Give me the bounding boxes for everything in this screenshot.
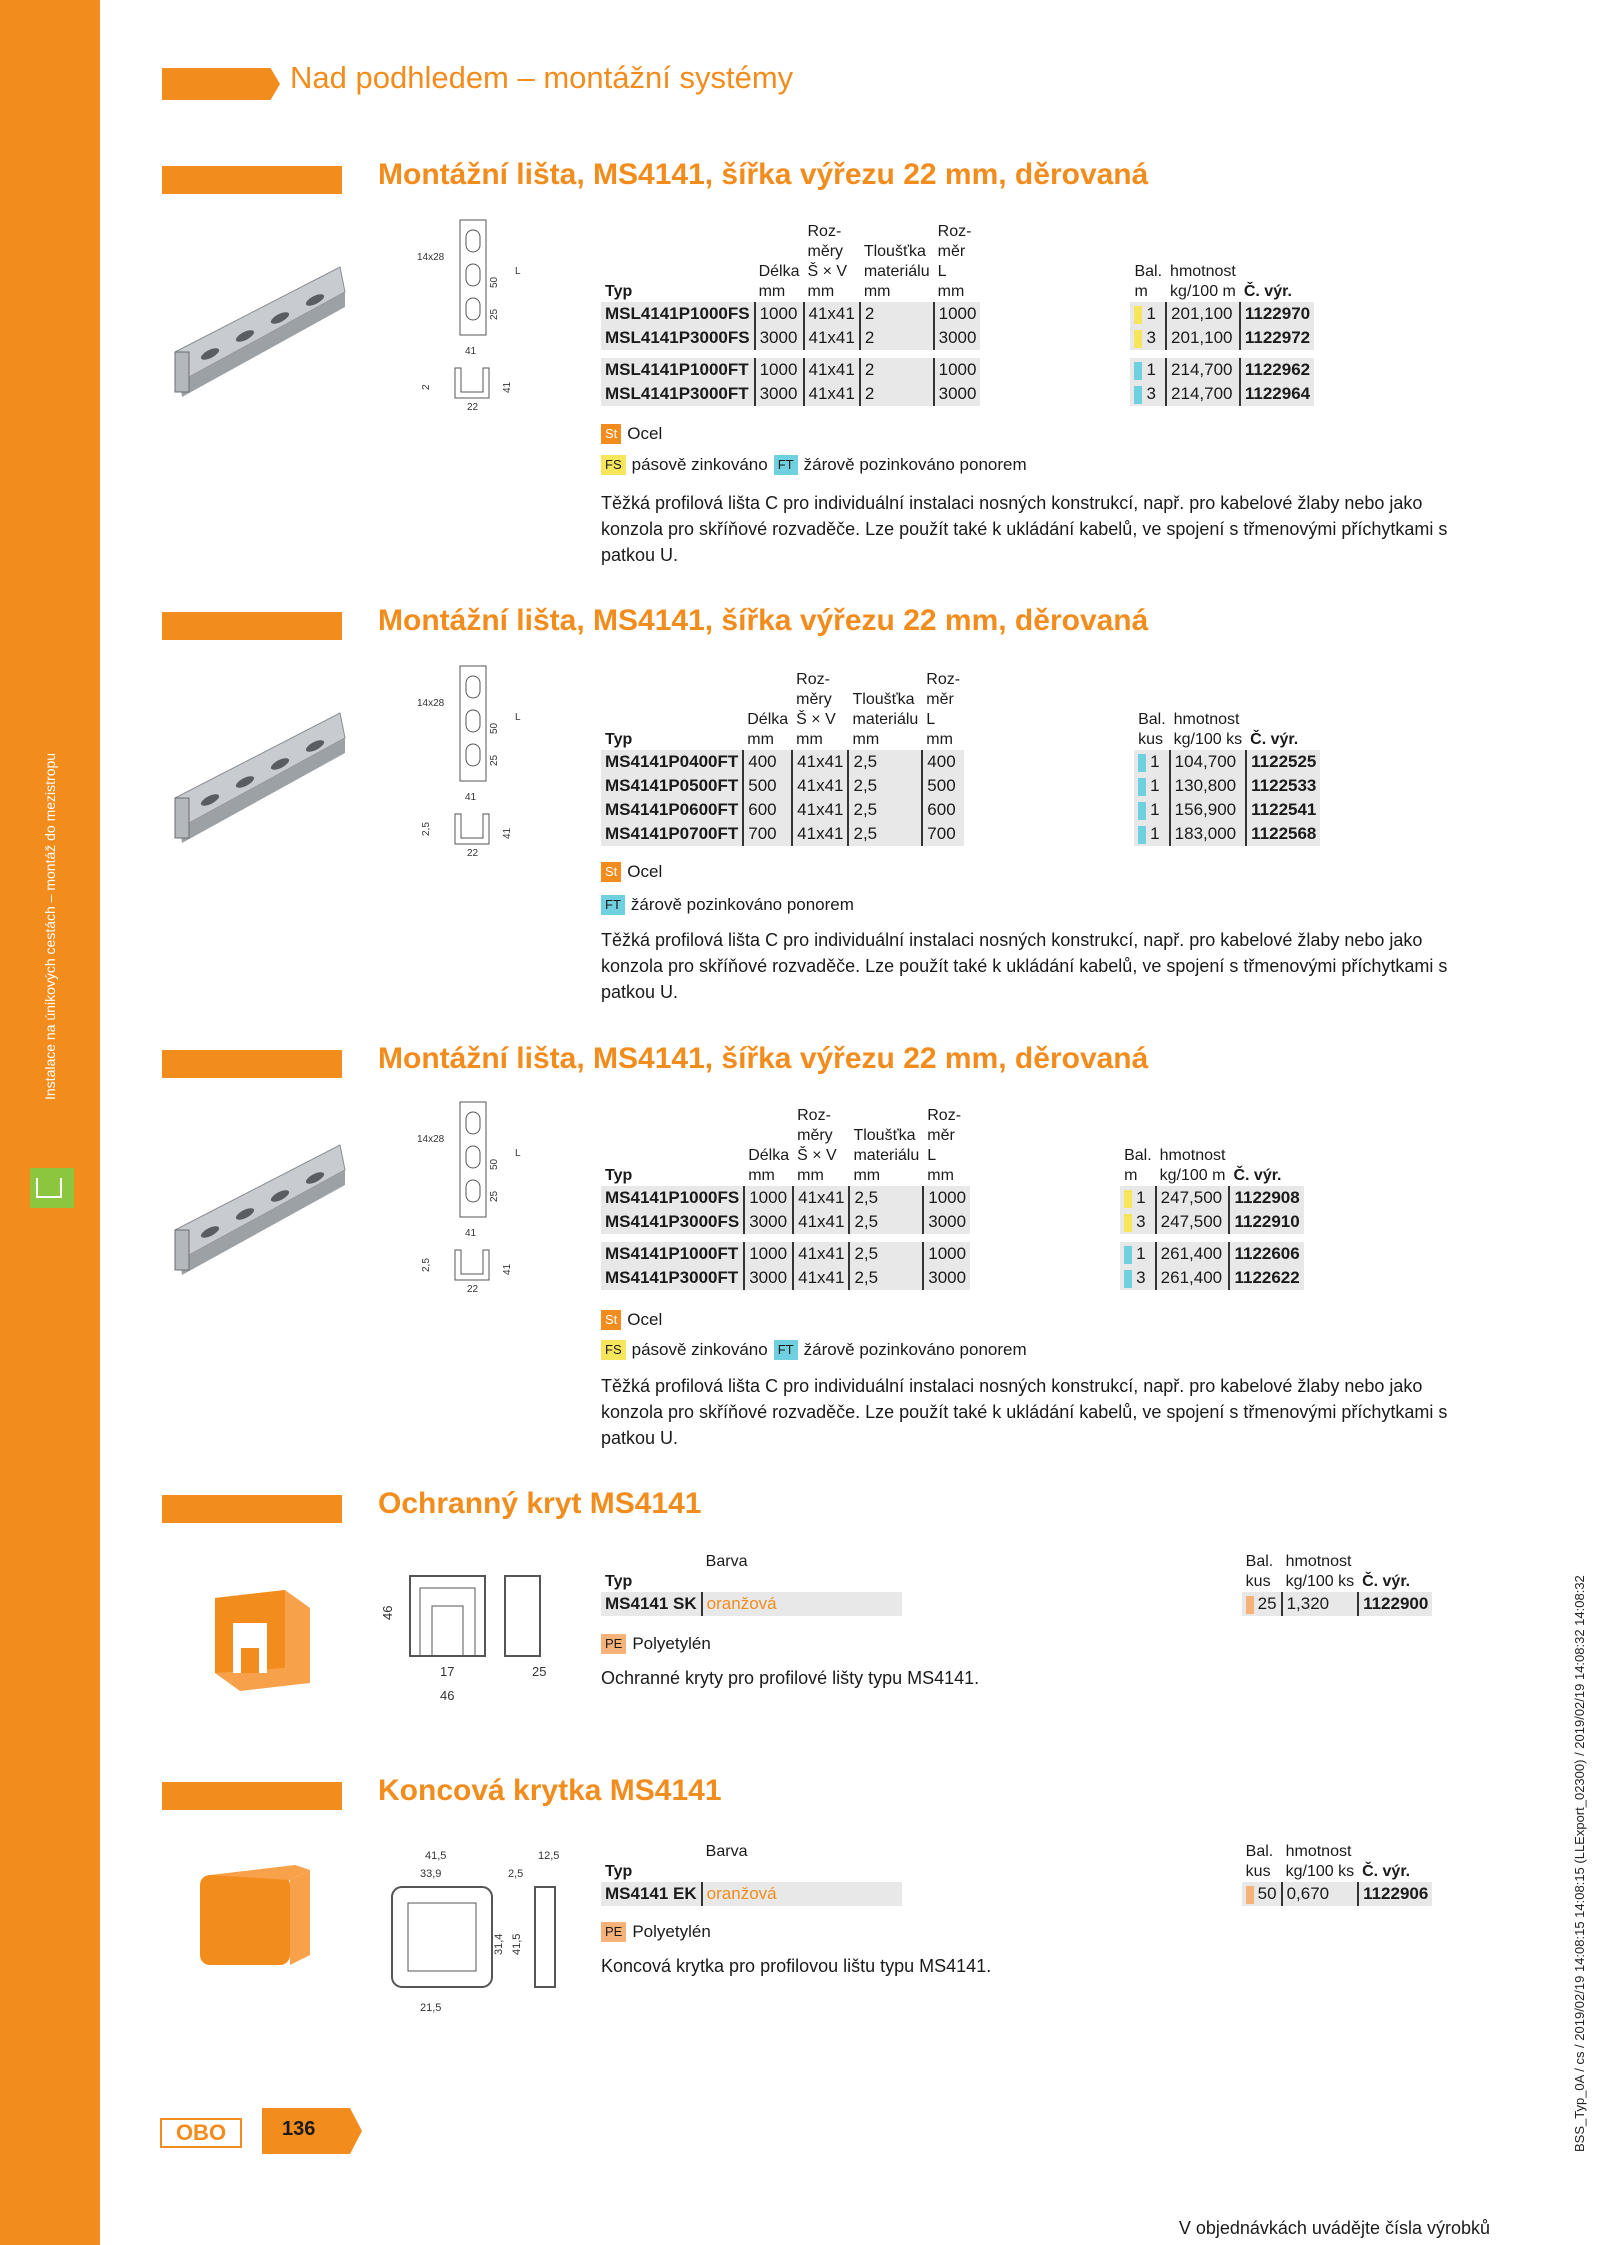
- description: Ochranné kryty pro profilové lišty typu MS4141.: [601, 1668, 980, 1688]
- sidebar-text: Instalace na únikových cestách – montáž do mezistropu: [42, 752, 58, 1100]
- dim-l: L: [515, 266, 521, 277]
- product-table: Typ Délka mm Roz- měry Š × V mm Tloušťka materiálu mm Roz- měr L mm Bal. m hmotnost kg/100 m Č. výr. MS4141P1000FS 1000 41x41 2,5 1000 1 247,500 1122908 MS4141P3000FS 3000 41x41 2,5 3000 3 247,500 1122910 MS4141P1000FT 1000 41x41 2,5 1000 1 261,400 1122606 MS4141P3000FT 3000 41x41 2,5 3000 3 261,400 1122622: [601, 1106, 1304, 1290]
- dim-hh: 41: [502, 381, 513, 393]
- footer-note: V objednávkách uvádějte čísla výrobků: [1178, 2218, 1490, 2238]
- chapter-icon: [30, 1168, 74, 1208]
- rail-drawing: [415, 664, 545, 864]
- obo-logo: OBO: [160, 2118, 242, 2148]
- table-row: MSL4141P3000FT 3000 41x41 2 3000 3 214,700 1122964: [601, 382, 1314, 406]
- th-hmot: hmotnost kg/100 m: [1170, 263, 1236, 300]
- table-row: MS4141P1000FT 1000 41x41 2,5 1000 1 261,400 1122606: [601, 1242, 1304, 1266]
- section-title: Ochranný kryt MS4141: [378, 1487, 702, 1520]
- print-meta: BSS_Typ_0A / cs / 2019/02/19 14:08:15 14:08:15 (LLExport_02300) / 2019/02/19 14:08:32 14:08:32: [1572, 1575, 1587, 2152]
- svg-text:17: 17: [440, 1664, 455, 1679]
- legend-st: St Ocel: [601, 1310, 662, 1330]
- end-cap-photo: [195, 1865, 315, 1970]
- cover-drawing: [380, 1570, 580, 1710]
- svg-text:2,5: 2,5: [421, 822, 432, 836]
- section-bar: [162, 166, 342, 194]
- finish-swatch: [1134, 330, 1142, 348]
- svg-text:22: 22: [467, 1284, 479, 1295]
- section-title: Montážní lišta, MS4141, šířka výřezu 22 mm, děrovaná: [378, 1042, 1149, 1075]
- page-title: Nad podhledem – montážní systémy: [290, 60, 794, 95]
- svg-text:41: 41: [502, 827, 513, 839]
- product-table: Typ Barva Bal. kus hmotnost kg/100 ks Č. výr. MS4141 SK oranžová 25 1,320 1122900: [601, 1552, 1432, 1616]
- table-row: MS4141P0500FT 500 41x41 2,5 500 1 130,800 1122533: [601, 774, 1320, 798]
- legend-st: St Ocel: [601, 862, 662, 882]
- svg-text:50: 50: [489, 1158, 500, 1170]
- th-delka: Délka mm: [758, 263, 800, 300]
- product-table: [601, 222, 1314, 406]
- section-title: Koncová krytka MS4141: [378, 1774, 722, 1807]
- section-title: Montážní lišta, MS4141, šířka výřezu 22 mm, děrovaná: [378, 158, 1149, 191]
- th-rozmer-l: Roz- měr L mm: [937, 223, 972, 300]
- th-tloustka: Tloušťka materiálu mm: [863, 243, 930, 300]
- svg-text:21,5: 21,5: [420, 2002, 442, 2014]
- table-row: MS4141P3000FS 3000 41x41 2,5 3000 3 247,500 1122910: [601, 1210, 1304, 1234]
- finish-swatch: [1134, 306, 1142, 324]
- svg-text:41,5: 41,5: [511, 1933, 523, 1955]
- svg-text:14x28: 14x28: [417, 1134, 445, 1145]
- table-row: MS4141P0700FT 700 41x41 2,5 700 1 183,000 1122568: [601, 822, 1320, 846]
- svg-text:12,5: 12,5: [538, 1850, 560, 1862]
- th-cvyr: Č. výr.: [1243, 283, 1292, 300]
- legend-finish: FS pásově zinkováno FT žárově pozinkováno ponorem: [601, 1340, 1027, 1360]
- legend-st: St Ocel: [601, 424, 662, 444]
- description: Těžká profilová lišta C pro individuální instalaci nosných konstrukcí, např. pro kabelové žlaby nebo jako konzola pro skříňové rozvaděče. Lze použít také k ukládání kabelů, ve spojení s třmenovými příchytkami s patkou U.: [601, 493, 1448, 565]
- rail-photo: [170, 708, 350, 853]
- svg-text:41: 41: [465, 1228, 477, 1239]
- cover-photo: [205, 1588, 315, 1693]
- legend-finish: FT žárově pozinkováno ponorem: [601, 895, 854, 915]
- rail-drawing: [415, 218, 545, 418]
- svg-text:L: L: [515, 712, 521, 723]
- finish-swatch: [1134, 362, 1142, 380]
- dim-hole: 14x28: [417, 252, 445, 263]
- legend-finish: FS pásově zinkováno FT žárově pozinkováno ponorem: [601, 455, 1027, 475]
- table-row: MS4141P3000FT 3000 41x41 2,5 3000 3 261,400 1122622: [601, 1266, 1304, 1290]
- th-rozmery: Roz- měry Š × V mm: [807, 223, 848, 300]
- legend-pe: PE Polyetylén: [601, 1922, 711, 1942]
- sidebar: [0, 0, 100, 2245]
- svg-text:31,4: 31,4: [493, 1933, 505, 1955]
- table-row: MS4141P0600FT 600 41x41 2,5 600 1 156,900 1122541: [601, 798, 1320, 822]
- th-typ: Typ: [605, 283, 633, 300]
- dim-t: 2: [421, 384, 432, 390]
- table-row: MS4141 SK oranžová 25 1,320 1122900: [601, 1592, 1432, 1616]
- svg-text:46: 46: [380, 1605, 395, 1620]
- svg-text:25: 25: [489, 754, 500, 766]
- header-arrow: [162, 68, 280, 100]
- description: Koncová krytka pro profilovou lištu typu MS4141.: [601, 1956, 992, 1976]
- description: Těžká profilová lišta C pro individuální instalaci nosných konstrukcí, např. pro kabelové žlaby nebo jako konzola pro skříňové rozvaděče. Lze použít také k ukládání kabelů, ve spojení s třmenovými příchytkami s patkou U.: [601, 1376, 1448, 1448]
- dim-h2: 25: [489, 308, 500, 320]
- product-table: Typ Délka mm Roz- měry Š × V mm Tloušťka materiálu mm Roz- měr L mm Bal. kus hmotnost kg/100 ks Č. výr. MS4141P0400FT 400 41x41 2,5 400 1 104,700 1122525 MS4141P0500FT 500 41x41 2,5 500 1 130,800 1122533 MS4141P0600FT 600 41x41 2,5 600 1 156,900 1122541 MS4141P0700FT 700 41x41 2,5 700 1 183,000 1122568: [601, 670, 1320, 846]
- description: Těžká profilová lišta C pro individuální instalaci nosných konstrukcí, např. pro kabelové žlaby nebo jako konzola pro skříňové rozvaděče. Lze použít také k ukládání kabelů, ve spojení s třmenovými příchytkami s patkou U.: [601, 930, 1448, 1002]
- table-row: MSL4141P1000FT 1000 41x41 2 1000 1 214,700 1122962: [601, 358, 1314, 382]
- section-title: Montážní lišta, MS4141, šířka výřezu 22 mm, děrovaná: [378, 604, 1149, 637]
- table-row: MSL4141P3000FS 3000 41x41 2 3000 3 201,100 1122972: [601, 326, 1314, 350]
- product-table: Typ Barva Bal. kus hmotnost kg/100 ks Č. výr. MS4141 EK oranžová 50 0,670 1122906: [601, 1842, 1432, 1906]
- svg-text:33,9: 33,9: [420, 1868, 442, 1880]
- svg-text:14x28: 14x28: [417, 698, 445, 709]
- svg-text:25: 25: [489, 1190, 500, 1202]
- svg-text:50: 50: [489, 722, 500, 734]
- table-row: MS4141P1000FS 1000 41x41 2,5 1000 1 247,500 1122908: [601, 1186, 1304, 1210]
- rail-photo: [170, 1140, 350, 1285]
- th-bal: Bal. m: [1134, 263, 1163, 300]
- dim-slot: 22: [467, 402, 479, 413]
- dim-w: 41: [465, 346, 477, 357]
- section-bar: [162, 1495, 342, 1523]
- finish-swatch: [1134, 386, 1142, 404]
- svg-text:46: 46: [440, 1688, 455, 1703]
- svg-text:L: L: [515, 1148, 521, 1159]
- legend-pe: PE Polyetylén: [601, 1634, 711, 1654]
- rail-photo: [170, 262, 350, 407]
- dim-h1: 50: [489, 276, 500, 288]
- page-number: 136: [282, 2118, 316, 2140]
- svg-text:25: 25: [532, 1664, 547, 1679]
- svg-text:2,5: 2,5: [508, 1868, 524, 1880]
- svg-text:2,5: 2,5: [421, 1258, 432, 1272]
- section-bar: [162, 612, 342, 640]
- svg-text:41,5: 41,5: [425, 1850, 447, 1862]
- end-cap-drawing: [380, 1845, 580, 2020]
- section-bar: [162, 1782, 342, 1810]
- svg-text:41: 41: [502, 1263, 513, 1275]
- section-bar: [162, 1050, 342, 1078]
- svg-text:41: 41: [465, 792, 477, 803]
- table-row: MS4141P0400FT 400 41x41 2,5 400 1 104,700 1122525: [601, 750, 1320, 774]
- rail-drawing: [415, 1100, 545, 1300]
- table-row: MS4141 EK oranžová 50 0,670 1122906: [601, 1882, 1432, 1906]
- svg-text:22: 22: [467, 848, 479, 859]
- table-row: MSL4141P1000FS 1000 41x41 2 1000 1 201,100 1122970: [601, 302, 1314, 326]
